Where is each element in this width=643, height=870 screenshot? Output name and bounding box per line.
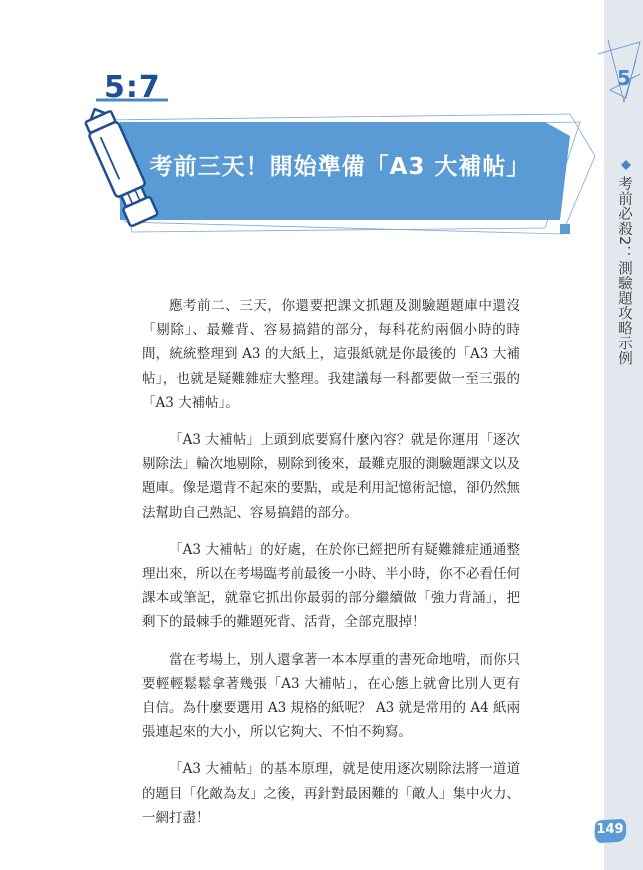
page-number: 149: [596, 822, 624, 837]
paragraph: 應考前二、三天，你還要把課文抓題及測驗題題庫中還沒「剔除」、最難背、容易搞錯的部分，每科花約兩個小時的時間，統統整理到 A3 的大紙上，這張紙就是你最後的「A3 大補帖」，也就是疑難雜症大整理。我建議每一科都要做一至三張的「A3 大補帖」。: [142, 298, 520, 411]
chapter-number: 5:7: [104, 70, 161, 105]
sidebar-chapter-number: 5: [617, 66, 631, 90]
sidebar-star-decoration: [596, 40, 643, 180]
sidebar-running-title: 考前必殺2：測驗題攻略示例: [616, 176, 632, 366]
page-number-badge: [592, 818, 628, 844]
chapter-title: 考前三天！開始準備「A3 大補帖」: [149, 154, 531, 180]
paragraph: 「A3 大補帖」上頭到底要寫什麼內容？就是你運用「逐次剔除法」輪次地剔除，剔除到後來，最難克服的測驗題課文以及題庫。像是還背不起來的要點，或是利用記憶術記憶，卻仍然無法幫助自己熟記、容易搞錯的部分。: [142, 432, 520, 521]
paragraph: 當在考場上，別人還拿著一本本厚重的書死命地啃，而你只要輕輕鬆鬆拿著幾張「A3 大補帖」，在心態上就會比別人更有自信。為什麼要選用 A3 規格的紙呢？ A3 就是常用的 A4 紙兩張連起來的大小，所以它夠大、不怕不夠寫。: [142, 651, 520, 741]
paragraph: 「A3 大補帖」的基本原理，就是使用逐次剔除法將一道道的題目「化敵為友」之後，再針對最困難的「敵人」集中火力、一網打盡！: [142, 761, 520, 826]
body-text: [142, 294, 520, 843]
paragraph: 「A3 大補帖」的好處，在於你已經把所有疑難雜症通通整理出來，所以在考場臨考前最後一小時、半小時，你不必看任何課本或筆記，就靠它抓出你最弱的部分繼續做「強力背誦」，把剩下的最棘手的難題死背、活背，全部克服掉！: [142, 541, 520, 631]
